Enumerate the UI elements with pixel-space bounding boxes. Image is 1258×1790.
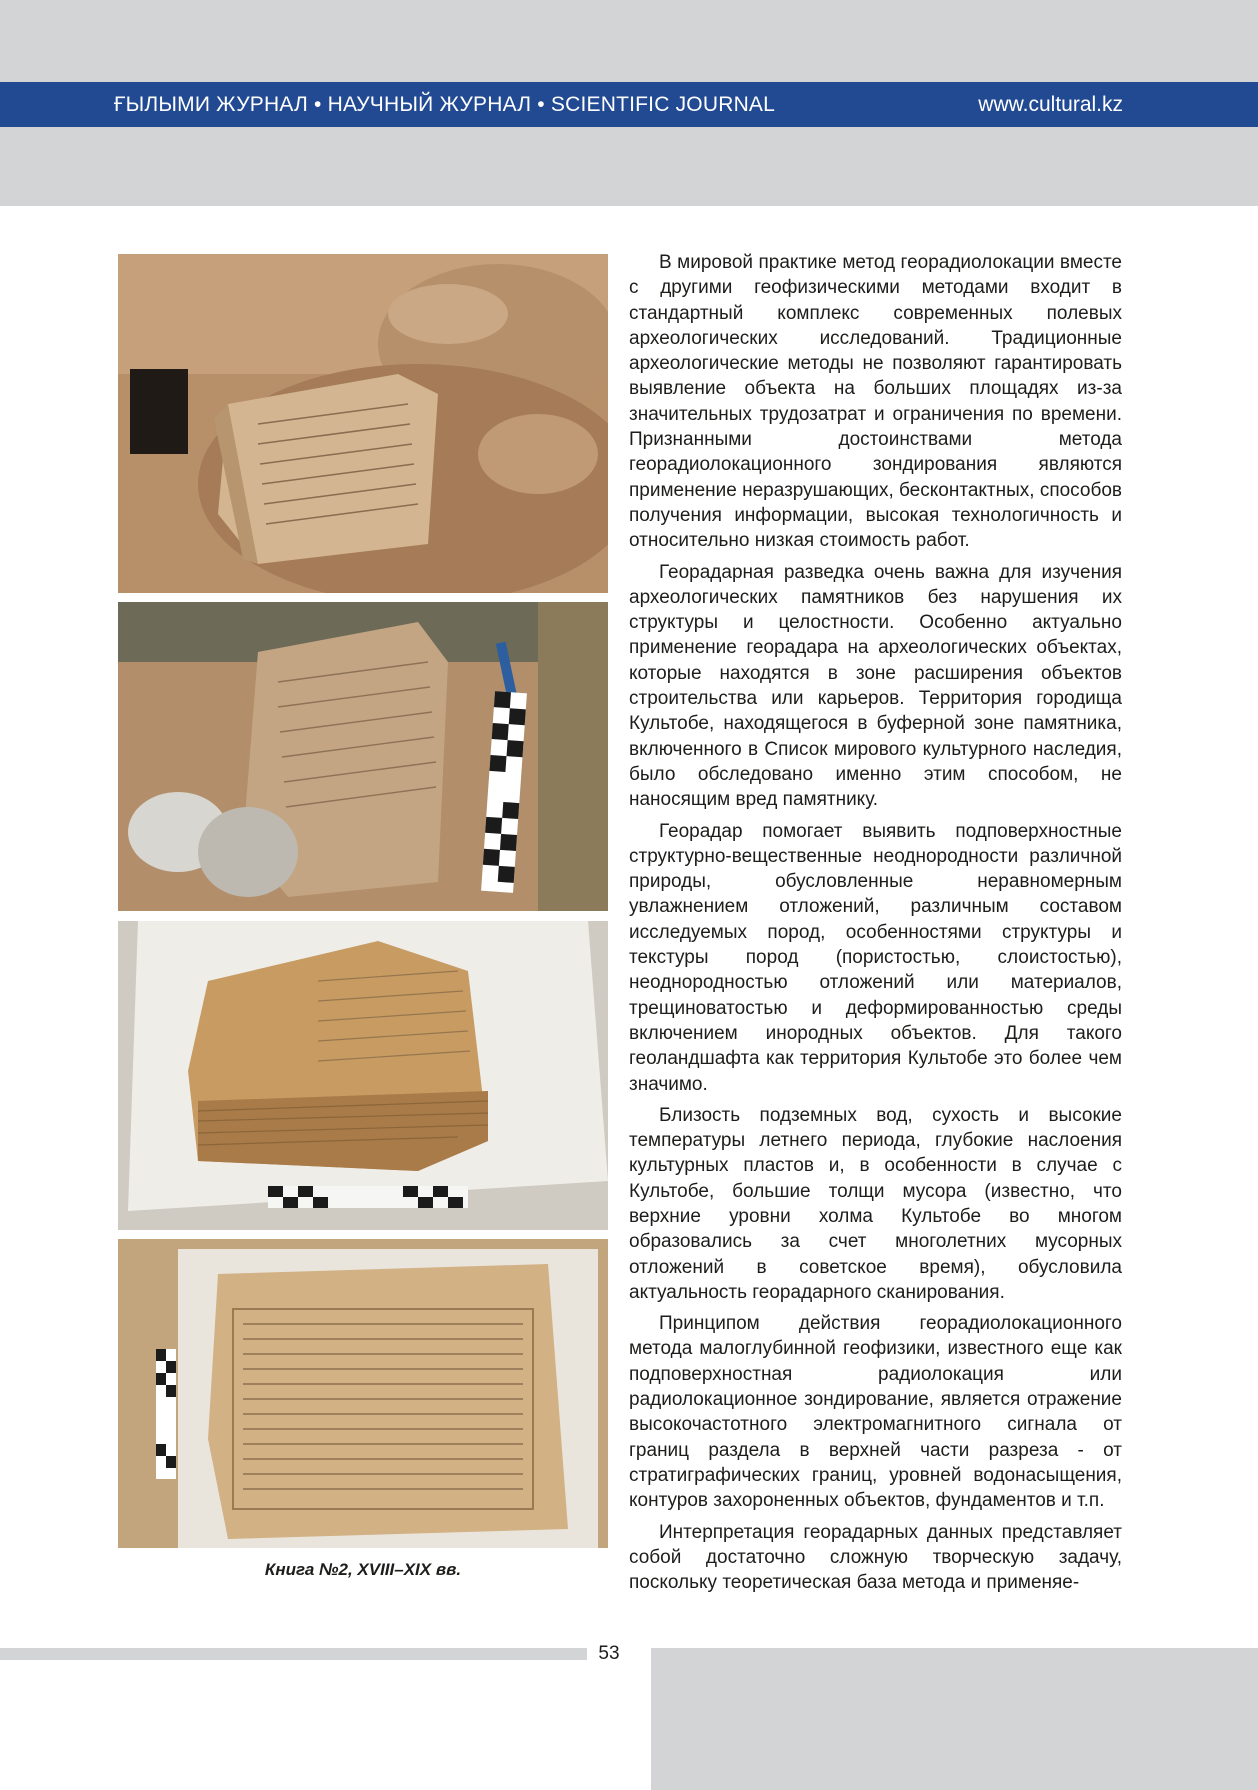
photo-book-on-paper [118,921,608,1230]
photo-book-in-soil [118,254,608,593]
photo-book-page-script [118,1239,608,1548]
journal-header-bar [0,82,1258,127]
journal-title: ҒЫЛЫМИ ЖУРНАЛ • НАУЧНЫЙ ЖУРНАЛ • SCIENTIFIC JOURNAL [114,93,776,116]
paragraph-1: В мировой практике метод георадиолокации вместе с другими геофизическими методами входит в стандартный комплекс современных полевых археологических исследований. Традиционные археологические методы не позволяют гарантировать выявление объекта на больших площадях из-за значительных трудозатрат и ограничения по времени. Признанными достоинствами метода георадиолокационного зондирования являются применение неразрушающих, бесконтактных, способов получения информации, высокая технологичность и относительно низкая стоимость работ. [629,252,1123,552]
paragraph-4: Близость подземных вод, сухость и высокие температуры летнего периода, глубокие наслоения культурных пластов и, в особенности в случае с Культобе, большие толщи мусора (известно, что верхние уровни холма Культобе во многом образовались за счет многолетних мусорных отложений в советское время), обусловила актуальность георадарного сканирования. [629,1104,1122,1303]
paragraph-5: Принципом действия георадиолокационного метода малоглубинной геофизики, известного еще как подповерхностная радиолокация или радиолокационное зондирование, является отражение высокочастотного электромагнитного сигнала от границ раздела в верхней части разреза - от стратиграфических границ, уровней водонасыщения, контуров захороненных объектов, фундаментов и т.п. [629,1313,1122,1512]
paragraph-2: Георадарная разведка очень важна для изучения археологических памятников без нарушения их структуры и целостности. Особенно актуально применение георадара на археологических объектах, которые находятся в зоне расширения объектов строительства или карьеров. Территория городища Культобе, находящегося в буферной зоне памятника, включенного в Список мирового культурного наследия, было обследовано именно этим способом, не наносящим вред памятнику. [629,561,1122,811]
page-number: 53 [598,1643,620,1664]
figure-caption: Книга №2, XVIII–XIX вв. [264,1560,462,1579]
article-text [629,250,1122,1601]
paragraph-3: Георадар помогает выявить подповерхностные структурно-вещественные неоднородности различной природы, обусловленные неравномерным увлажнением отложений, различным составом исследуемых пород, особенностями структуры и текстуры пород (пористостью, слоистостью), неоднородностью отложений или материалов, трещиноватостью и деформированностью среды включением инородных объектов. Для такого геоландшафта как территория Культобе это более чем значимо. [629,820,1122,1095]
footer-gray-block [651,1648,1258,1790]
footer-bar [0,1648,587,1660]
paragraph-6: Интерпретация георадарных данных представляет собой достаточно сложную творческую задачу, поскольку теоретическая база метода и применяе- [629,1521,1122,1594]
photo-book-with-scale [118,602,608,911]
journal-url: www.cultural.kz [978,93,1123,116]
